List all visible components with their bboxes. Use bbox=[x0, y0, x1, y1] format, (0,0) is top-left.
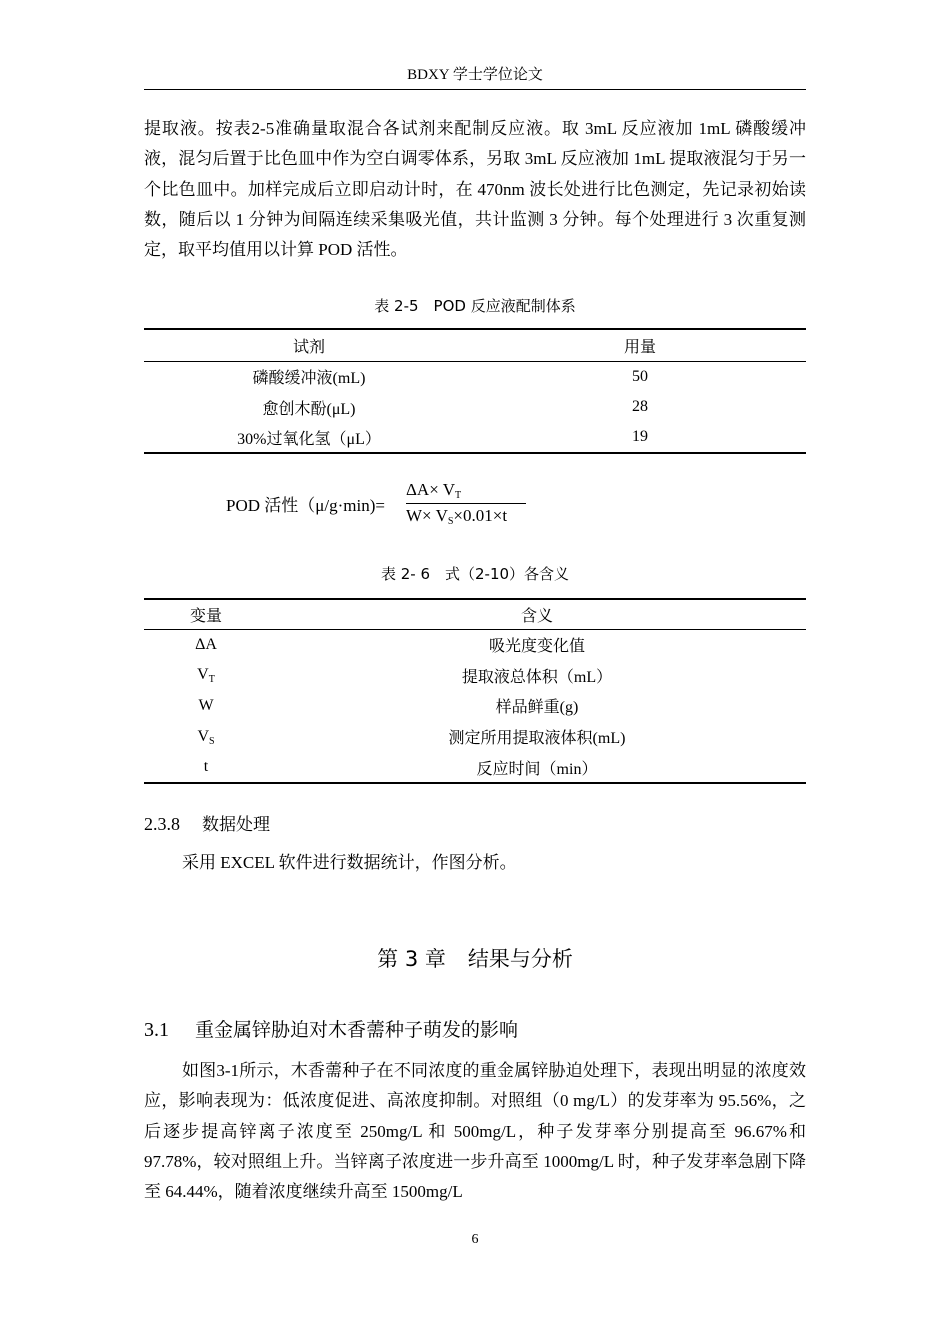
cell-reagent: 30%过氧化氢（μL） bbox=[237, 430, 381, 448]
fraction-bar bbox=[406, 503, 526, 504]
cell-meaning: 测定所用提取液体积(mL) bbox=[448, 730, 626, 747]
cell-meaning: 提取液总体积（mL） bbox=[461, 668, 613, 686]
paragraph-data-processing: 采用 EXCEL 软件进行数据统计，作图分析。 bbox=[182, 853, 517, 872]
formula-lhs: POD 活性（μ/g·min)= bbox=[226, 496, 385, 515]
table-2-6-caption: 表 2- 6 式（2-10）各含义 bbox=[380, 565, 570, 583]
running-header: BDXY 学士学位论文 bbox=[407, 67, 543, 83]
cell-meaning: 样品鲜重(g) bbox=[495, 699, 579, 716]
table-header-meaning: 含义 bbox=[268, 599, 806, 629]
cell-reagent: 愈创木酚(μL) bbox=[262, 400, 356, 418]
paragraph-pod-method: 提取液。按表2-5准确量取混合各试剂来配制反应液。取 3mL 反应液加 1mL 磷酸缓冲液，混匀后置于比色皿中作为空白调零体系，另取 3mL 反应液加 1mL 提取液混匀于另一个比色皿中。加样完成后立即启动计时，在 470nm 波长处进行比色测定，先记录初始读数，随后以 1 分钟为间隔连续采集吸光值，共计监测 3 分钟。每个处理进行 3 次重复测定，取平均值用以计算 POD 活性。 bbox=[144, 119, 806, 260]
header-rule bbox=[144, 89, 806, 90]
cell-variable: $V_T$ bbox=[197, 666, 215, 685]
table-row bbox=[144, 721, 806, 752]
table-2-5-caption: 表 2-5 POD 反应液配制体系 bbox=[374, 297, 576, 315]
cell-variable: W bbox=[198, 696, 214, 714]
chapter-heading bbox=[144, 944, 806, 974]
table-header-variable: 变量 bbox=[144, 599, 268, 629]
cell-variable: ΔA bbox=[195, 635, 217, 653]
cell-amount: 28 bbox=[632, 398, 648, 415]
table-row bbox=[144, 660, 806, 690]
cell-reagent: 磷酸缓冲液(mL) bbox=[252, 370, 366, 388]
table-row bbox=[144, 361, 806, 392]
formula-numerator: $\Delta A\times V_T$ bbox=[406, 480, 462, 501]
cell-variable: t bbox=[203, 758, 209, 775]
section-heading-3-1: 3.1 重金属锌胁迫对木香薷种子萌发的影响 bbox=[144, 1019, 519, 1041]
section-heading-2-3-8: 2.3.8 数据处理 bbox=[144, 814, 270, 835]
cell-meaning: 反应时间（min） bbox=[476, 760, 598, 778]
chapter-label: 第 3 章 bbox=[377, 947, 446, 971]
cell-variable: $V_S$ bbox=[197, 727, 215, 747]
table-row bbox=[144, 752, 806, 783]
page-number: 6 bbox=[471, 1232, 479, 1247]
table-row bbox=[144, 392, 806, 422]
paragraph-results: 如图3-1所示，木香薷种子在不同浓度的重金属锌胁迫处理下，表现出明显的浓度效应，影响表现为：低浓度促进、高浓度抑制。对照组（0 mg/L）的发芽率为 95.56%，之后逐步提高锌离子浓度至 250mg/L 和 500mg/L，种子发芽率分别提高至 96.67%和 97.78%，较对照组上升。当锌离子浓度进一步升高至 1000mg/L 时，种子发芽率急剧下降至 64.44%，随着浓度继续升高至 1500mg/L bbox=[144, 1061, 806, 1202]
table-2-6 bbox=[144, 598, 806, 784]
formula-denominator: $W\times V_S\times 0.01\times t$ bbox=[406, 506, 508, 527]
cell-amount: 19 bbox=[632, 428, 648, 445]
table-row bbox=[144, 690, 806, 721]
table-row bbox=[144, 629, 806, 660]
cell-meaning: 吸光度变化值 bbox=[488, 638, 585, 656]
table-2-5 bbox=[144, 328, 806, 454]
chapter-title: 结果与分析 bbox=[467, 947, 573, 971]
cell-amount: 50 bbox=[632, 367, 648, 385]
table-row bbox=[144, 422, 806, 453]
table-header-amount: 用量 bbox=[474, 329, 806, 361]
table-header-reagent: 试剂 bbox=[144, 329, 474, 361]
